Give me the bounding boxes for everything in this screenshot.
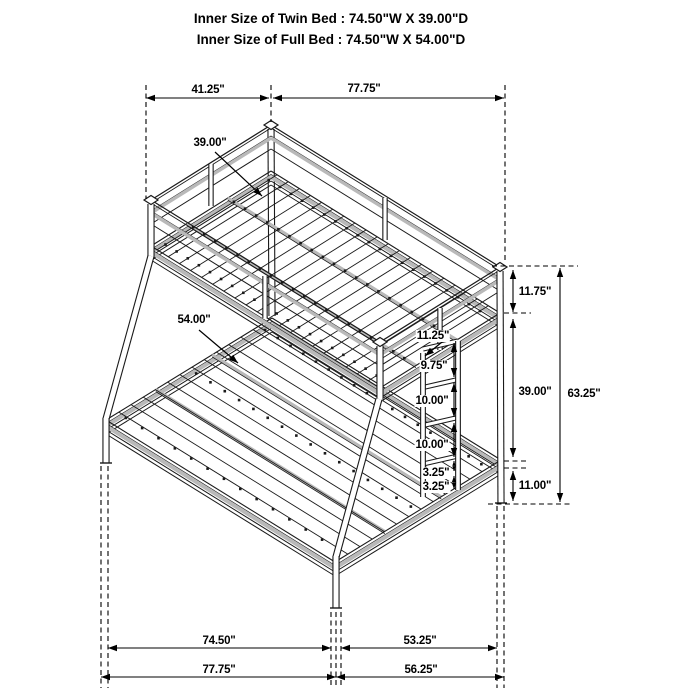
dim-frame-b: 3.25" (422, 481, 450, 493)
dim-top-left-width: 41.25" (191, 84, 225, 96)
title-full-inner-size: Inner Size of Full Bed : 74.50"W X 54.00"D (196, 32, 466, 47)
dim-bottom-outer-width: 77.75" (202, 664, 236, 676)
dim-full-depth: 54.00" (177, 314, 211, 326)
title-twin-inner-size: Inner Size of Twin Bed : 74.50"W X 39.00"D (193, 11, 469, 26)
dim-bottom-outer-depth: 56.25" (404, 664, 438, 676)
dim-top-total-width: 77.75" (347, 83, 381, 95)
dim-overall-height: 63.25" (567, 388, 601, 400)
dim-under-clearance: 11.00" (518, 480, 552, 492)
dim-frame-a: 3.25" (422, 467, 450, 479)
dim-bottom-inner-width: 74.50" (202, 635, 236, 647)
dim-rung-space-2: 10.00" (415, 395, 449, 407)
dim-twin-depth: 39.00" (193, 137, 227, 149)
dim-rung-space-1: 9.75" (420, 360, 448, 372)
dim-rung-space-3: 10.00" (415, 439, 449, 451)
dim-guardrail-height: 11.75" (518, 286, 552, 298)
dim-ladder-width: 11.25" (416, 330, 450, 342)
diagram-title (194, 8, 468, 50)
dim-bunk-spacing: 39.00" (518, 386, 552, 398)
dim-bottom-inner-depth: 53.25" (403, 635, 437, 647)
